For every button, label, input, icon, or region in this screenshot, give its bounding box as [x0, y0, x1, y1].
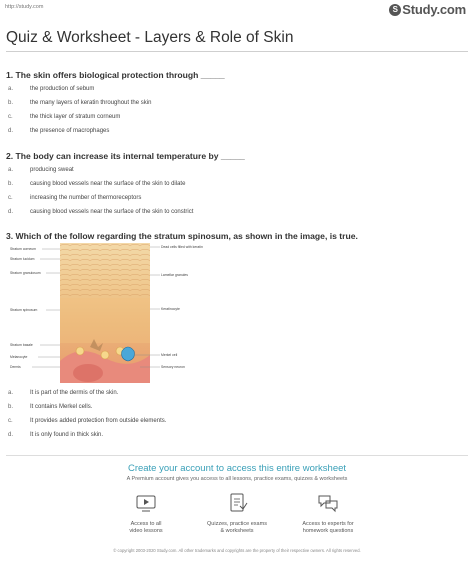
label-dermis: Dermis	[10, 365, 21, 369]
option-letter: c.	[8, 195, 13, 201]
study-logo-text: Study.com	[402, 2, 466, 17]
option-letter: a.	[8, 390, 14, 396]
option-text: It is part of the dermis of the skin.	[30, 390, 119, 396]
option-text: the many layers of keratin throughout the skin	[30, 100, 152, 106]
source-url: http://study.com	[5, 4, 44, 10]
cta-divider	[6, 455, 468, 456]
label-sensory-neuron: Sensory neuron	[161, 365, 185, 369]
question-2	[6, 151, 466, 161]
skin-diagram-svg	[10, 243, 205, 383]
feature-label-line: Quizzes, practice exams	[207, 521, 267, 527]
question-3	[6, 231, 466, 241]
option-text: producing sweat	[30, 167, 74, 173]
answer-option[interactable]	[8, 390, 118, 396]
quiz-icon	[226, 493, 248, 513]
question-1	[6, 70, 466, 80]
answer-option[interactable]	[8, 195, 141, 201]
feature-label	[278, 521, 378, 535]
feature-label	[187, 521, 287, 535]
skin-layers-diagram	[10, 243, 205, 383]
label-merkel-cell: Merkel cell	[161, 353, 178, 357]
feature-label-line: Access to experts for	[302, 521, 354, 527]
option-text: the production of sebum	[30, 86, 95, 92]
answer-option[interactable]	[8, 404, 92, 410]
option-text: causing blood vessels near the surface of the skin to constrict	[30, 209, 194, 215]
option-letter: d.	[8, 128, 14, 134]
video-icon	[135, 493, 157, 513]
cta-subtitle: A Premium account gives you access to all lessons, practice exams, quizzes & worksheets	[126, 476, 348, 482]
title-divider	[6, 51, 468, 52]
option-letter: c.	[8, 418, 13, 424]
option-text: the thick layer of stratum corneum	[30, 114, 121, 120]
option-text: the presence of macrophages	[30, 128, 110, 134]
option-letter: a.	[8, 86, 14, 92]
question-text: 2. The body can increase its internal temperature by _____	[6, 151, 245, 161]
label-stratum-corneum: Stratum corneum	[10, 247, 37, 251]
feature-label	[96, 521, 196, 535]
option-text: It contains Merkel cells.	[30, 404, 93, 410]
feature-label-line: Access to all	[130, 521, 162, 527]
study-logo-icon: S	[389, 4, 401, 16]
answer-option[interactable]	[8, 167, 74, 173]
option-letter: d.	[8, 432, 14, 438]
label-stratum-granulosum: Stratum granulosum	[10, 271, 41, 275]
feature-experts	[278, 493, 378, 535]
answer-option[interactable]	[8, 209, 193, 215]
label-stratum-lucidum: Stratum lucidum	[10, 257, 35, 261]
option-letter: b.	[8, 181, 14, 187]
option-text: increasing the number of thermoreceptors	[30, 195, 142, 201]
option-letter: d.	[8, 209, 14, 215]
answer-option[interactable]	[8, 181, 185, 187]
experts-icon	[317, 493, 339, 513]
answer-option[interactable]	[8, 418, 166, 424]
feature-label-line: homework questions	[302, 528, 354, 534]
option-text: It provides added protection from outside elements.	[30, 418, 167, 424]
option-text: causing blood vessels near the surface of the skin to dilate	[30, 181, 186, 187]
top-bar	[0, 0, 474, 16]
option-letter: c.	[8, 114, 13, 120]
label-keratinocyte: Keratinocyte	[161, 307, 180, 311]
question-text: 1. The skin offers biological protection through _____	[6, 70, 225, 80]
label-stratum-spinosum: Stratum spinosum	[10, 308, 38, 312]
feature-quizzes	[187, 493, 287, 535]
label-dead-cells: Dead cells filled with keratin	[161, 245, 203, 249]
answer-option[interactable]	[8, 100, 151, 106]
option-letter: a.	[8, 167, 14, 173]
label-melanocyte: Melanocyte	[10, 355, 28, 359]
page-title: Quiz & Worksheet - Layers & Role of Skin	[6, 29, 294, 46]
label-stratum-basale: Stratum basale	[10, 343, 33, 347]
create-account-link[interactable]: Create your account to access this entire worksheet	[127, 463, 347, 474]
feature-label-line: & worksheets	[220, 528, 254, 534]
study-logo[interactable]	[389, 2, 466, 17]
option-letter: b.	[8, 100, 14, 106]
feature-video-lessons	[96, 493, 196, 535]
answer-option[interactable]	[8, 114, 120, 120]
question-text: 3. Which of the follow regarding the stratum spinosum, as shown in the image, is true.	[6, 231, 358, 241]
label-lamellar-granules: Lamellar granules	[161, 273, 188, 277]
option-text: It is only found in thick skin.	[30, 432, 104, 438]
answer-option[interactable]	[8, 128, 109, 134]
copyright-footer: © copyright 2003-2020 Study.com. All other trademarks and copyrights are the property of their respective owners. All rights reserved.	[113, 548, 361, 553]
answer-option[interactable]	[8, 432, 103, 438]
feature-label-line: video lessons	[129, 528, 163, 534]
option-letter: b.	[8, 404, 14, 410]
answer-option[interactable]	[8, 86, 94, 92]
